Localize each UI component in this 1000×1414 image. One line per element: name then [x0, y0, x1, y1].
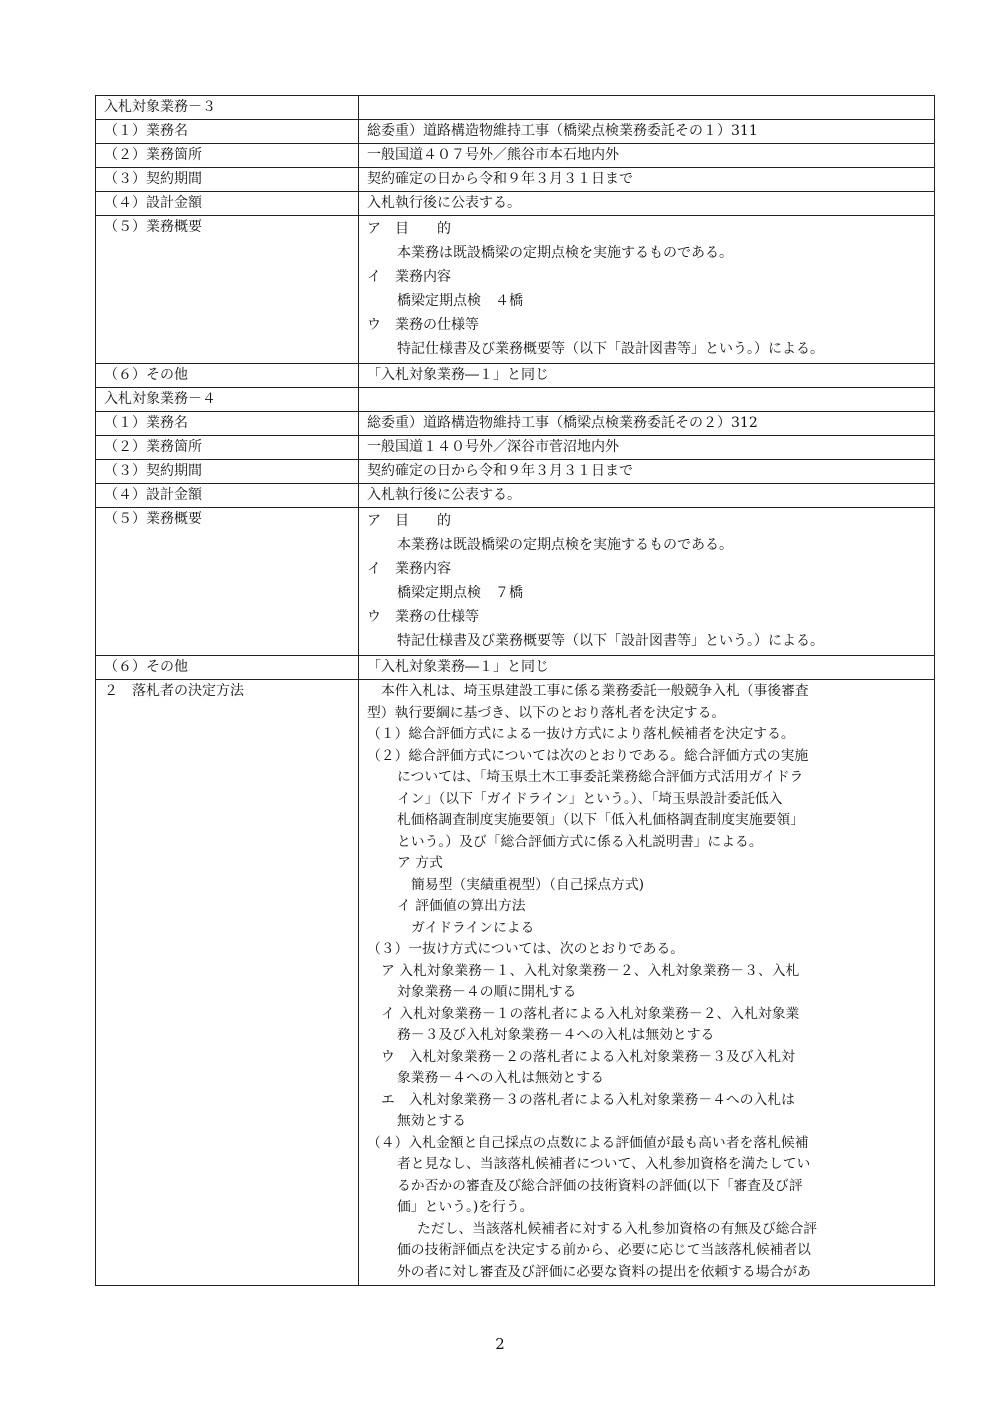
summary-cell [359, 216, 935, 364]
decision-line: （１）総合評価方式による一抜け方式により落札候補者を決定する。 [367, 726, 795, 742]
row-value: 入札執行後に公表する。 [359, 192, 935, 216]
row-label: （２）業務箇所 [96, 144, 359, 168]
table-row [96, 484, 935, 508]
row-label: （５）業務概要 [96, 508, 359, 656]
decision-line: 対象業務－４の順に開札する [397, 984, 577, 1000]
empty-cell [359, 96, 935, 120]
summary-line: 特記仕様書及び業務概要等（以下「設計図書等」という。）による。 [397, 633, 824, 649]
summary-line: ウ 業務の仕様等 [367, 609, 479, 625]
decision-line: 者と見なし、当該落札候補者について、入札参加資格を満たしてい [397, 1156, 811, 1172]
table-row [96, 656, 935, 680]
decision-line: ア 入札対象業務－１、入札対象業務－２、入札対象業務－３、入札 [381, 962, 800, 979]
decision-line: 型）執行要綱に基づき、以下のとおり落札者を決定する。 [367, 704, 726, 721]
section-heading: 入札対象業務－４ [96, 388, 359, 412]
document-table [95, 95, 935, 1286]
decision-line: 無効とする [397, 1113, 466, 1129]
decision-line: 札価格調査制度実施要領」（以下「低入札価格調査制度実施要領」 [397, 812, 805, 828]
table-row [96, 144, 935, 168]
table-row [96, 460, 935, 484]
summary-line: イ 業務内容 [367, 561, 451, 577]
table-row [96, 216, 935, 364]
section-heading: 入札対象業務－３ [96, 96, 359, 120]
decision-line: 本件入札は、埼玉県建設工事に係る業務委託一般競争入札（事後審査 [381, 683, 809, 699]
table-row [96, 508, 935, 656]
summary-line: 本業務は既設橋梁の定期点検を実施するものである。 [397, 537, 733, 553]
row-label: （１）業務名 [96, 120, 359, 144]
decision-line: （４）入札金額と自己採点の点数による評価値が最も高い者を落札候補 [367, 1134, 809, 1151]
decision-line: については、「埼玉県土木工事委託業務総合評価方式活用ガイドラ [397, 769, 804, 785]
summary-cell [359, 508, 935, 656]
row-label: （５）業務概要 [96, 216, 359, 364]
decision-line: （２）総合評価方式については次のとおりである。総合評価方式の実施 [367, 747, 809, 764]
table-row [96, 412, 935, 436]
row-value: 入札執行後に公表する。 [359, 484, 935, 508]
table-row [96, 120, 935, 144]
decision-line: 外の者に対し審査及び評価に必要な資料の提出を依頼する場合があ [397, 1263, 811, 1280]
table-row [96, 192, 935, 216]
summary-line: 橋梁定期点検 ７橋 [397, 585, 523, 601]
row-label: （４）設計金額 [96, 192, 359, 216]
row-label: （４）設計金額 [96, 484, 359, 508]
decision-line: ウ 入札対象業務－２の落札者による入札対象業務－３及び入札対 [381, 1048, 795, 1065]
decision-line: 価」という。)を行う。 [397, 1199, 534, 1215]
decision-line: 価の技術評価点を決定する前から、必要に応じて当該落札候補者以 [397, 1242, 811, 1258]
row-label: （３）契約期間 [96, 460, 359, 484]
decision-line: 簡易型（実績重視型）（自己採点方式) [411, 876, 645, 893]
summary-line: ア 目 的 [367, 221, 451, 237]
page-number: 2 [495, 1335, 505, 1353]
row-value: 「入札対象業務―１」と同じ [359, 364, 935, 388]
row-value: 総委重）道路構造物維持工事（橋梁点検業務委託その１）311 [359, 120, 935, 144]
decision-line: イ 入札対象業務－１の落札者による入札対象業務－２、入札対象業 [381, 1005, 800, 1022]
row-label: （３）契約期間 [96, 168, 359, 192]
empty-cell [359, 388, 935, 412]
row-value: 契約確定の日から令和９年３月３１日まで [359, 168, 935, 192]
decision-line: るか否かの審査及び総合評価の技術資料の評価(以下「審査及び評 [397, 1177, 803, 1194]
table-row [96, 388, 935, 412]
row-label: （２）業務箇所 [96, 436, 359, 460]
decision-line: ア 方式 [397, 855, 443, 871]
summary-line: 特記仕様書及び業務概要等（以下「設計図書等」という。）による。 [397, 341, 824, 357]
decision-line: という。）及び「総合評価方式に係る入札説明書」による。 [397, 833, 763, 850]
row-label: （６）その他 [96, 364, 359, 388]
decision-line: エ 入札対象業務－３の落札者による入札対象業務－４への入札は [381, 1091, 795, 1108]
table-row [96, 436, 935, 460]
decision-line: 務－３及び入札対象業務－４への入札は無効とする [397, 1027, 715, 1043]
summary-line: ウ 業務の仕様等 [367, 317, 479, 333]
decision-line: イ 評価値の算出方法 [397, 898, 526, 914]
decision-line: ガイドラインによる [411, 919, 535, 936]
table-row [96, 168, 935, 192]
summary-line: イ 業務内容 [367, 269, 451, 285]
row-value: 一般国道４０７号外／熊谷市本石地内外 [359, 144, 935, 168]
row-label: （６）その他 [96, 656, 359, 680]
decision-line: 象業務－４への入札は無効とする [397, 1070, 604, 1086]
row-value: 「入札対象業務―１」と同じ [359, 656, 935, 680]
summary-line: ア 目 的 [367, 513, 451, 529]
table-row [96, 96, 935, 120]
summary-line: 橋梁定期点検 ４橋 [397, 293, 523, 309]
decision-cell [359, 680, 935, 1286]
row-value: 総委重）道路構造物維持工事（橋梁点検業務委託その２）312 [359, 412, 935, 436]
summary-line: 本業務は既設橋梁の定期点検を実施するものである。 [397, 245, 733, 261]
row-value: 一般国道１４０号外／深谷市菅沼地内外 [359, 436, 935, 460]
table-row [96, 364, 935, 388]
row-label: （１）業務名 [96, 412, 359, 436]
decision-line: イン」（以下「ガイドライン」という。）、「埼玉県設計委託低入 [397, 790, 783, 807]
decision-line: （３）一抜け方式については、次のとおりである。 [367, 941, 685, 957]
row-label: ２ 落札者の決定方法 [96, 680, 359, 1286]
table-row [96, 680, 935, 1286]
row-value: 契約確定の日から令和９年３月３１日まで [359, 460, 935, 484]
decision-line: ただし、当該落札候補者に対する入札参加資格の有無及び総合評 [417, 1220, 818, 1237]
